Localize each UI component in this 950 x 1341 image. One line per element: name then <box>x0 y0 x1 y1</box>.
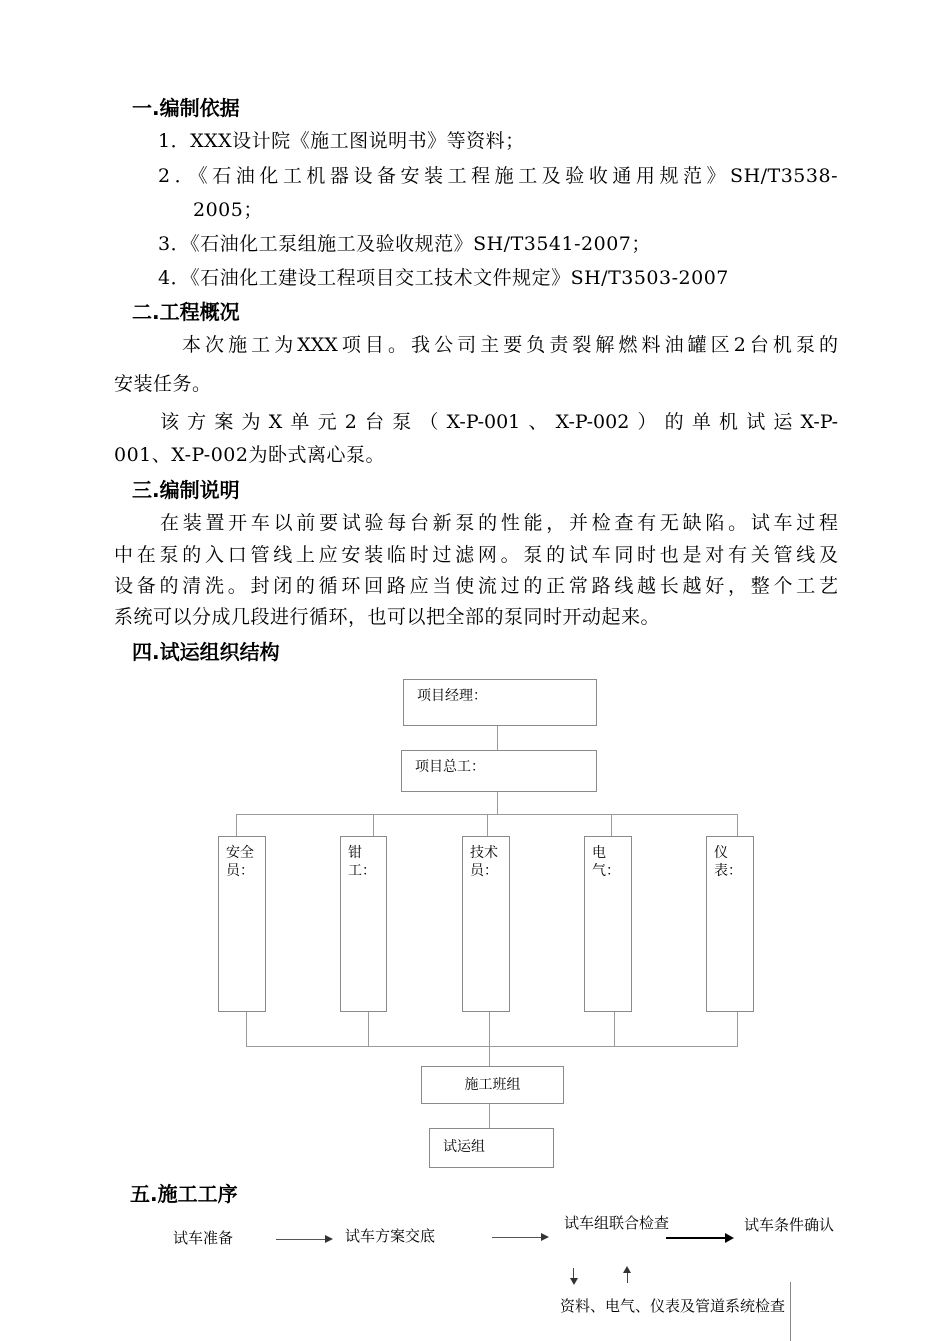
notes-line-4: 系统可以分成几段进行循环，也可以把全部的泵同时开动起来。 <box>114 606 661 628</box>
connector-top-2 <box>373 814 374 836</box>
org-box-safety-officer <box>218 836 266 1012</box>
org-box-fitter <box>340 836 387 1012</box>
notes-line-1: 在装置开车以前要试验每台新泵的性能，并检查有无缺陷。试车过程 <box>160 512 838 534</box>
org-label-test-group: 试运组 <box>443 1139 485 1155</box>
flow-arrow-2-line <box>492 1237 542 1238</box>
flow-step-prep: 试车准备 <box>173 1229 234 1247</box>
org-box-construction-crew <box>421 1066 564 1104</box>
org-label-construction-crew: 施工班组 <box>464 1077 521 1093</box>
basis-item-2: 2．《石油化工机器设备安装工程施工及验收通用规范》SH/T3538- <box>158 165 838 187</box>
arrow-up-icon <box>623 1266 631 1273</box>
org-box-electrician <box>584 836 632 1012</box>
section-heading-procedure: 五.施工工序 <box>130 1182 238 1206</box>
section-heading-basis: 一.编制依据 <box>132 96 240 120</box>
notes-line-3: 设备的清洗。封闭的循环回路应当使流过的正常路线越长越好，整个工艺 <box>114 575 838 597</box>
section-heading-overview: 二.工程概况 <box>132 300 240 324</box>
org-label-chief-engineer: 项目总工： <box>415 759 485 775</box>
connector-bottom-1 <box>246 1012 247 1046</box>
org-label-instrument: 仪表： <box>714 845 742 879</box>
org-label-electrician: 电气： <box>592 845 620 879</box>
section-heading-org-structure: 四.试运组织结构 <box>132 640 280 664</box>
arrow-right-icon <box>325 1235 333 1243</box>
org-box-test-group <box>429 1128 554 1168</box>
section-heading-notes: 三.编制说明 <box>132 478 240 502</box>
basis-item-1: 1．XXX设计院《施工图说明书》等资料； <box>158 130 525 152</box>
basis-item-3: 3．《石油化工泵组施工及验收规范》SH/T3541-2007； <box>158 233 651 255</box>
flow-arrow-1-line <box>276 1239 326 1240</box>
connector-bottom-2 <box>368 1012 369 1046</box>
basis-item-2-continued: 2005； <box>193 199 263 221</box>
connector-top-5 <box>737 814 738 836</box>
connector-crew-test <box>489 1104 490 1128</box>
connector-top-1 <box>236 814 237 836</box>
flow-down-arrow-line <box>573 1268 574 1278</box>
basis-item-4: 4．《石油化工建设工程项目交工技术文件规定》SH/T3503-2007 <box>158 267 729 289</box>
overview-paragraph-2-line-2: 001、X-P-002为卧式离心泵。 <box>114 444 385 466</box>
connector-bus-crew <box>489 1046 490 1066</box>
flow-step-briefing: 试车方案交底 <box>345 1227 436 1245</box>
org-box-chief-engineer <box>401 750 597 792</box>
overview-paragraph-2-line-1: 该方案为X单元2台泵（X-P-001、X-P-002）的单机试运X-P- <box>160 411 838 433</box>
connector-top-3 <box>487 814 488 836</box>
org-box-technician <box>462 836 510 1012</box>
connector-bottom-3 <box>489 1012 490 1046</box>
arrow-down-icon <box>570 1278 578 1285</box>
connector-top-4 <box>611 814 612 836</box>
org-box-instrument <box>706 836 754 1012</box>
org-label-fitter: 钳工： <box>348 845 376 879</box>
org-label-technician: 技术员： <box>470 845 498 879</box>
flow-step-joint-check: 试车组联合检查 <box>564 1214 670 1232</box>
org-box-project-manager <box>403 679 597 726</box>
overview-paragraph-1-line-1: 本次施工为XXX项目。我公司主要负责裂解燃料油罐区2台机泵的 <box>182 334 838 356</box>
flow-step-conditions-confirm: 试车条件确认 <box>744 1216 835 1234</box>
flow-step-system-check: 资料、电气、仪表及管道系统检查 <box>560 1297 786 1315</box>
overview-paragraph-1-line-2: 安装任务。 <box>114 373 212 395</box>
connector-bottom-4 <box>614 1012 615 1046</box>
org-label-safety-officer: 安全员： <box>226 845 254 879</box>
connector-bottom-5 <box>737 1012 738 1046</box>
flow-up-arrow-line <box>627 1273 628 1283</box>
flow-arrow-3-line <box>666 1237 726 1239</box>
org-label-project-manager: 项目经理： <box>417 688 487 704</box>
connector-manager-chief <box>497 726 498 750</box>
notes-line-2: 中在泵的入口管线上应安装临时过滤网。泵的试车同时也是对有关管线及 <box>114 544 838 566</box>
arrow-right-icon <box>541 1233 549 1241</box>
flow-side-line <box>790 1282 791 1341</box>
connector-chief-bus <box>497 792 498 814</box>
arrow-right-icon <box>725 1233 734 1243</box>
connector-bottom-bus <box>246 1046 738 1047</box>
